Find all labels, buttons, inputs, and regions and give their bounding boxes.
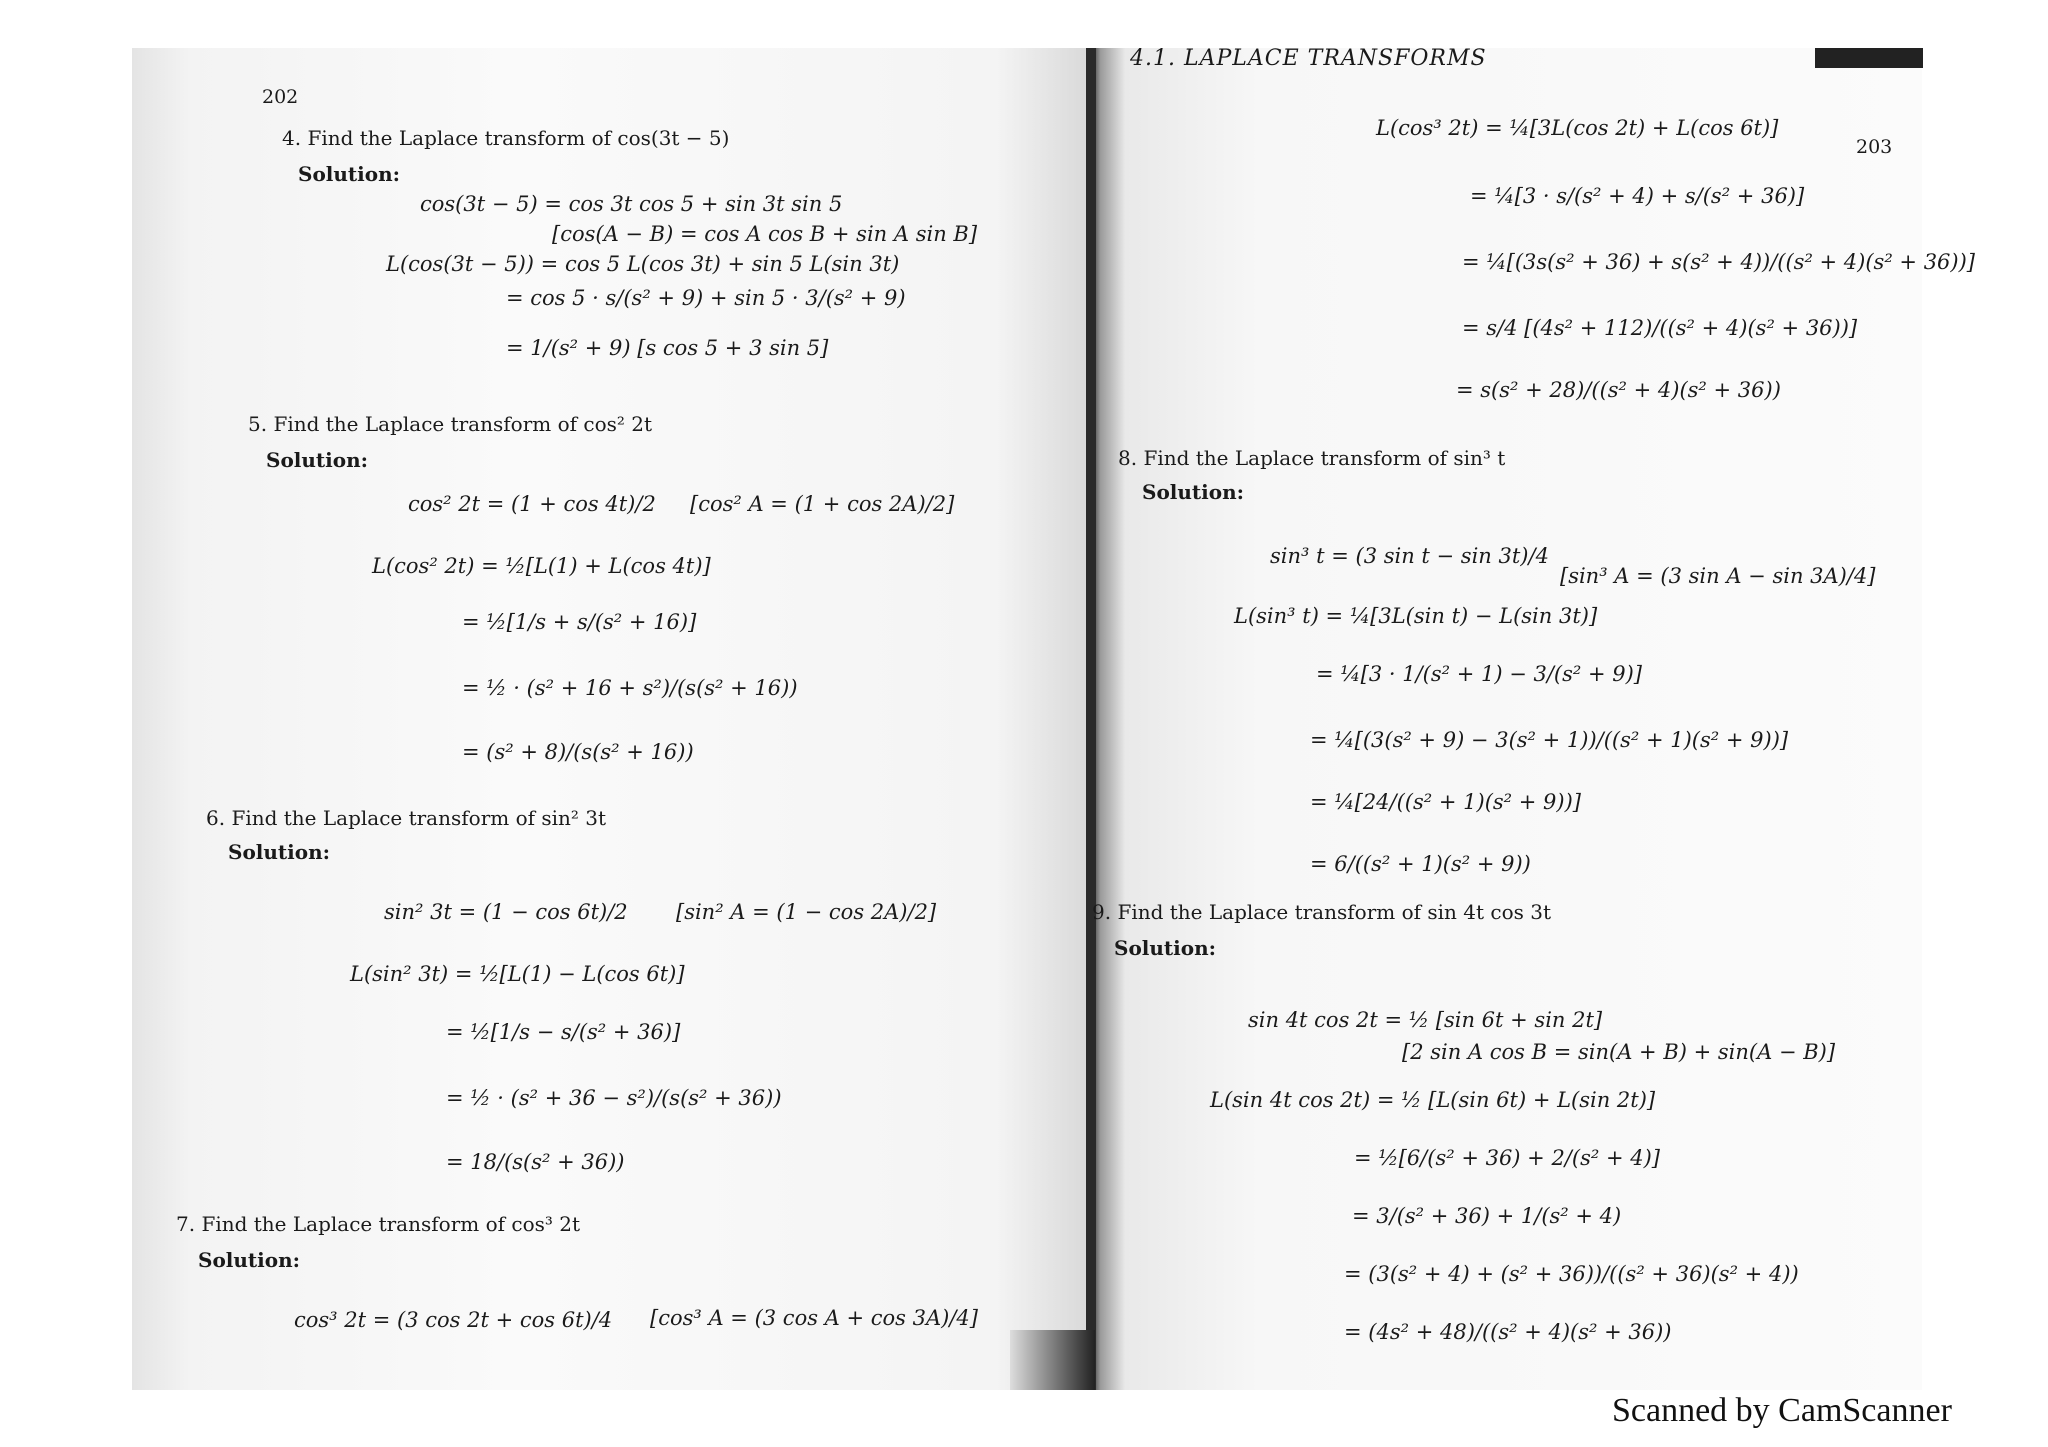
problem-5-line-6: = (s² + 8)/(s(s² + 16)) xyxy=(462,740,694,764)
problem-6-line-3: L(sin² 3t) = ½[L(1) − L(cos 6t)] xyxy=(350,962,685,986)
problem-4-question: 4. Find the Laplace transform of cos(3t − 5) xyxy=(282,126,730,150)
problem-7-line-2: [cos³ A = (3 cos A + cos 3A)/4] xyxy=(650,1306,978,1330)
problem-8-line-6: = ¼[24/((s² + 1)(s² + 9))] xyxy=(1310,790,1581,814)
problem-8-solution-label: Solution: xyxy=(1142,480,1245,504)
scanner-watermark: Scanned by CamScanner xyxy=(1612,1392,1952,1429)
problem-4-line-5: = 1/(s² + 9) [s cos 5 + 3 sin 5] xyxy=(506,336,829,360)
problem-9-line-4: = ½[6/(s² + 36) + 2/(s² + 4)] xyxy=(1354,1146,1660,1170)
book-spine xyxy=(1086,48,1096,1390)
problem-7-continuation-line-1: L(cos³ 2t) = ¼[3L(cos 2t) + L(cos 6t)] xyxy=(1376,116,1779,140)
problem-7-solution-label: Solution: xyxy=(198,1248,301,1272)
problem-8-line-7: = 6/((s² + 1)(s² + 9)) xyxy=(1310,852,1531,876)
problem-6-line-6: = 18/(s(s² + 36)) xyxy=(446,1150,625,1174)
problem-5-line-2: [cos² A = (1 + cos 2A)/2] xyxy=(690,492,955,516)
page-edge-shadow xyxy=(1010,1330,1095,1390)
problem-8-line-4: = ¼[3 · 1/(s² + 1) − 3/(s² + 9)] xyxy=(1316,662,1642,686)
problem-5-line-5: = ½ · (s² + 16 + s²)/(s(s² + 16)) xyxy=(462,676,798,700)
problem-7-line-1: cos³ 2t = (3 cos 2t + cos 6t)/4 xyxy=(294,1308,613,1332)
problem-9-line-6: = (3(s² + 4) + (s² + 36))/((s² + 36)(s² + 4)) xyxy=(1344,1262,1799,1286)
problem-8-line-5: = ¼[(3(s² + 9) − 3(s² + 1))/((s² + 1)(s² + 9))] xyxy=(1310,728,1789,752)
problem-9-question: 9. Find the Laplace transform of sin 4t cos 3t xyxy=(1092,900,1552,924)
problem-7-continuation-line-5: = s(s² + 28)/((s² + 4)(s² + 36)) xyxy=(1456,378,1781,402)
running-head: 4.1. LAPLACE TRANSFORMS xyxy=(1130,46,1487,71)
left-page xyxy=(132,48,1092,1390)
problem-8-line-3: L(sin³ t) = ¼[3L(sin t) − L(sin 3t)] xyxy=(1234,604,1598,628)
left-page-number: 202 xyxy=(262,86,299,108)
problem-9-line-2: [2 sin A cos B = sin(A + B) + sin(A − B)] xyxy=(1402,1040,1836,1064)
problem-9-solution-label: Solution: xyxy=(1114,936,1217,960)
problem-6-line-1: sin² 3t = (1 − cos 6t)/2 xyxy=(384,900,628,924)
right-page-number: 203 xyxy=(1856,136,1893,158)
problem-4-line-2: [cos(A − B) = cos A cos B + sin A sin B] xyxy=(552,222,978,246)
problem-5-line-1: cos² 2t = (1 + cos 4t)/2 xyxy=(408,492,656,516)
problem-9-line-7: = (4s² + 48)/((s² + 4)(s² + 36)) xyxy=(1344,1320,1672,1344)
problem-8-line-1: sin³ t = (3 sin t − sin 3t)/4 xyxy=(1270,544,1549,568)
problem-5-line-3: L(cos² 2t) = ½[L(1) + L(cos 4t)] xyxy=(372,554,711,578)
problem-9-line-1: sin 4t cos 2t = ½ [sin 6t + sin 2t] xyxy=(1248,1008,1603,1032)
problem-9-line-5: = 3/(s² + 36) + 1/(s² + 4) xyxy=(1352,1204,1622,1228)
problem-4-solution-label: Solution: xyxy=(298,162,401,186)
problem-7-continuation-line-4: = s/4 [(4s² + 112)/((s² + 4)(s² + 36))] xyxy=(1462,316,1858,340)
problem-5-solution-label: Solution: xyxy=(266,448,369,472)
problem-5-line-4: = ½[1/s + s/(s² + 16)] xyxy=(462,610,697,634)
problem-4-line-1: cos(3t − 5) = cos 3t cos 5 + sin 3t sin 5 xyxy=(420,192,843,216)
problem-7-continuation-line-2: = ¼[3 · s/(s² + 4) + s/(s² + 36)] xyxy=(1470,184,1805,208)
problem-8-question: 8. Find the Laplace transform of sin³ t xyxy=(1118,446,1506,470)
problem-6-solution-label: Solution: xyxy=(228,840,331,864)
problem-6-line-2: [sin² A = (1 − cos 2A)/2] xyxy=(676,900,937,924)
problem-7-question: 7. Find the Laplace transform of cos³ 2t xyxy=(176,1212,581,1236)
problem-6-line-4: = ½[1/s − s/(s² + 36)] xyxy=(446,1020,681,1044)
problem-6-question: 6. Find the Laplace transform of sin² 3t xyxy=(206,806,607,830)
problem-4-line-4: = cos 5 · s/(s² + 9) + sin 5 · 3/(s² + 9) xyxy=(506,286,906,310)
problem-9-line-3: L(sin 4t cos 2t) = ½ [L(sin 6t) + L(sin 2t)] xyxy=(1210,1088,1656,1112)
page-top-shadow xyxy=(1815,48,1923,68)
problem-8-line-2: [sin³ A = (3 sin A − sin 3A)/4] xyxy=(1560,564,1876,588)
problem-5-question: 5. Find the Laplace transform of cos² 2t xyxy=(248,412,653,436)
problem-6-line-5: = ½ · (s² + 36 − s²)/(s(s² + 36)) xyxy=(446,1086,782,1110)
problem-7-continuation-line-3: = ¼[(3s(s² + 36) + s(s² + 4))/((s² + 4)(s² + 36))] xyxy=(1462,250,1975,274)
problem-4-line-3: L(cos(3t − 5)) = cos 5 L(cos 3t) + sin 5 L(sin 3t) xyxy=(386,252,900,276)
